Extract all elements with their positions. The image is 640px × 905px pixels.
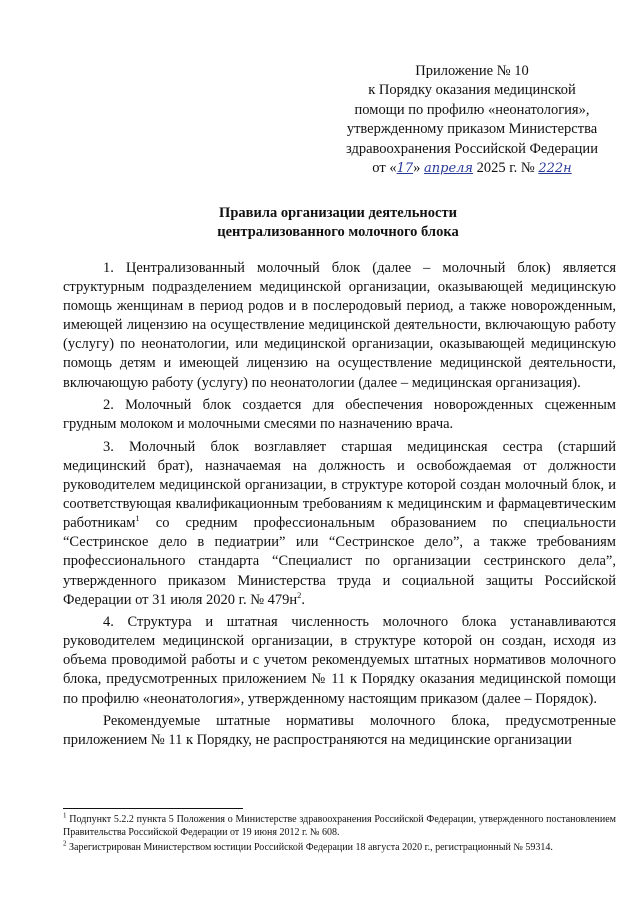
handwritten-month: апреля: [424, 161, 474, 177]
title-line-1: Правила организации деятельности: [219, 205, 457, 221]
document-body: [63, 259, 616, 754]
footnote-2-text: Зарегистрирован Министерством юстиции Российской Федерации 18 августа 2020 г., регистрационный № 59314.: [66, 842, 553, 853]
date-mid-1: »: [413, 160, 424, 177]
handwritten-day: 17: [396, 161, 414, 177]
paragraph-3: [63, 438, 616, 610]
footnote-1: [63, 813, 616, 839]
footnote-separator: [63, 808, 243, 809]
paragraph-1: 1. Централизованный молочный блок (далее – молочный блок) является структурным подразделением медицинской организации, оказывающей медицинскую помощь женщинам в период родов и в послеродовый период, а также новорожденным, имеющей лицензию на осуществление медицинской деятельности, включающую работу (услугу) по неонатологии, или медицинской организации, оказывающей медицинскую помощь детям и имеющей лицензию на осуществление медицинской деятельности, включающую работу (услугу) по неонатологии (далее – медицинская организация).: [63, 260, 616, 391]
paragraph-5: Рекомендуемые штатные нормативы молочного блока, предусмотренные приложением № 11 к Порядку, не распространяются на медицинские организации: [63, 713, 616, 749]
date-prefix: от «: [372, 160, 397, 177]
handwritten-order-number: 222н: [538, 161, 572, 177]
footnote-ref-2[interactable]: 2: [297, 589, 302, 600]
appendix-number: Приложение № 10: [415, 63, 529, 79]
paragraph-4: 4. Структура и штатная численность молочного блока устанавливаются руководителем медицинской организации, в структуре которой он создан, исходя из объема проводимой работы и с учетом рекомендуемых штатных нормативов молочного блока, предусмотренных приложением № 11 к Порядку оказания медицинской помощи по профилю «неонатология», утвержденному настоящим приказом (далее – Порядок).: [63, 614, 616, 707]
appendix-line-4: утвержденному приказом Министерства: [346, 121, 598, 138]
date-mid-2: 2025 г. №: [473, 160, 539, 177]
paragraph-2: 2. Молочный блок создается для обеспечения новорожденных сцеженным грудным молоком и молочными смесями по назначению врача.: [63, 397, 616, 433]
appendix-date-line: [330, 159, 614, 178]
appendix-line-2: к Порядку оказания медицинской: [368, 82, 576, 99]
appendix-line-5: здравоохранения Российской Федерации: [346, 140, 598, 157]
appendix-line-3: помощи по профилю «неонатология»,: [354, 101, 590, 118]
footnotes: [63, 813, 616, 856]
document-title: [60, 204, 616, 242]
footnote-ref-1[interactable]: 1: [135, 513, 140, 524]
footnote-2-mark: 2: [63, 839, 67, 848]
paragraph-3-part-b: со средним профессиональным образованием по специальности “Сестринское дело в педиатрии” или “Сестринское дело”, а также требованиям профессионального стандарта “Специалист по организации сестринского дела”, утвержденного приказом Министерства труда и социальной защиты Российской Федерации от 31 июля 2020 г. № 479н: [63, 515, 616, 608]
footnote-1-text: Подпункт 5.2.2 пункта 5 Положения о Министерстве здравоохранения Российской Федерации, утвержденного постановлением Правительства Российской Федерации от 19 июня 2012 г. № 608.: [63, 814, 616, 838]
title-line-2: централизованного молочного блока: [217, 224, 459, 240]
paragraph-3-part-c: .: [301, 591, 306, 608]
appendix-header: [330, 62, 614, 178]
footnote-1-mark: 1: [63, 811, 67, 820]
paragraph-3-part-a: 3. Молочный блок возглавляет старшая медицинская сестра (старший медицинский брат), назначаемая на должность и освобождаемая от должности руководителем медицинской организации, в структуре которой создан молочный блок, и соответствующая квалификационным требованиям к медицинским и фармацевтическим работникам: [63, 438, 616, 532]
footnote-2: [63, 841, 616, 854]
